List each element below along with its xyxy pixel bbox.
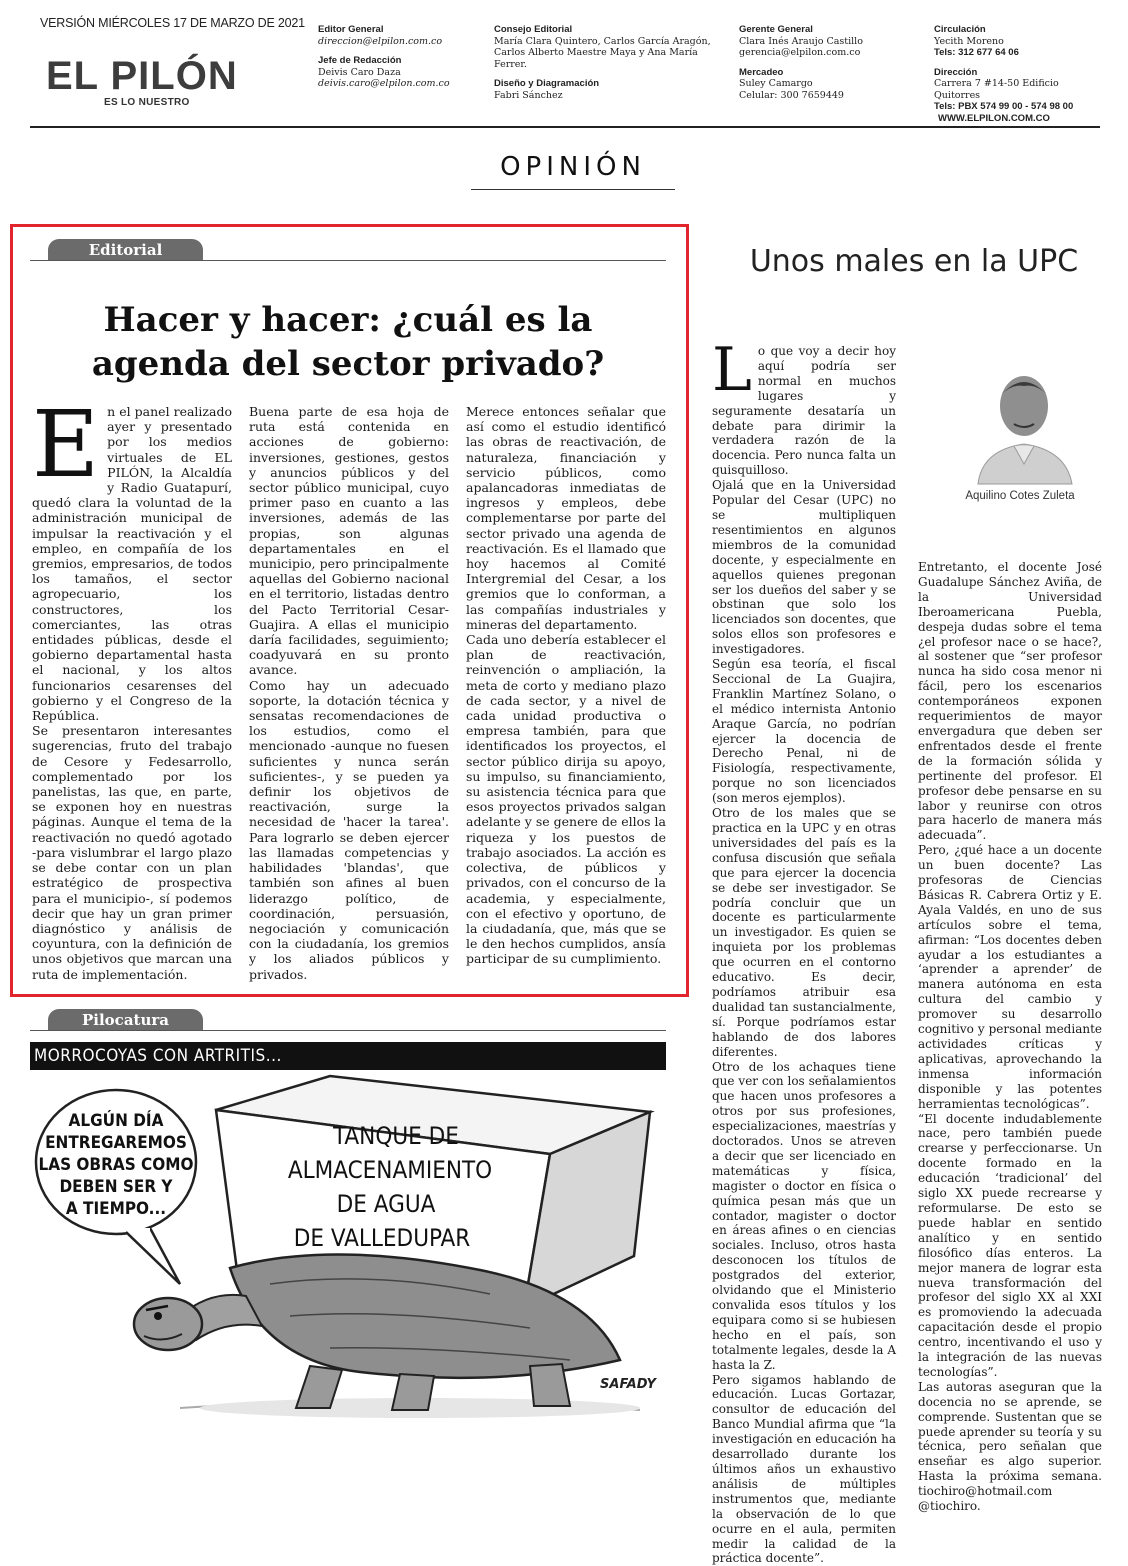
paragraph: n el panel realizado ayer y presentado por los medios virtuales de EL PILÓN, la Alcaldía y Radio Guatapurí, quedó clara la voluntad de la administración municipal de impulsar la reactivación y el empleo, en compañía de los gremios, empresarios, de todos los tamaños, el sector agropecuario, los constructores, los comerciantes, las otras entidades públicas, desde el gobierno departamental hasta el nacional, y los altos funcionarios cesarenses del gobierno y el Congreso de la República.	[32, 404, 232, 724]
staff-email[interactable]: deivis.caro@elpilon.com.co	[318, 78, 450, 89]
staff-phone: Tels: PBX 574 99 00 - 574 98 00	[934, 101, 1074, 112]
staff-role: Consejo Editorial	[494, 24, 573, 35]
staff-name: Fabri Sánchez	[494, 89, 563, 101]
paragraph: Otro de los achaques tiene que ver con los señalamientos que hacen unos profesores a otros por sus profesiones, especializaciones, maestrías y doctorados. Unos se atreven a decir que ser licenciado en matemáticas y física, magister o doctor en física o química pesan más que un contador, magister o doctor en áreas afines o en ciencias sociales. Incluso, otros hasta desconocen los títulos de postgrados del exterior, olvidando que el Ministerio convalida esos títulos y los equipara como si se hubiesen hecho en el país, son totalmente legales, desde la A hasta la Z.	[712, 1059, 896, 1372]
staff-address: Carrera 7 #14-50 Edificio Quitorres	[934, 78, 1059, 101]
pilocatura-tab: Pilocatura	[48, 1009, 203, 1031]
website-link[interactable]: WWW.ELPILON.COM.CO	[938, 112, 1050, 124]
tank-label-line: DE AGUA	[336, 1190, 436, 1218]
staff-email[interactable]: gerencia@elpilon.com.co	[739, 47, 861, 58]
bubble-line: DEBEN SER Y	[59, 1177, 173, 1197]
bubble-line: LAS OBRAS COMO	[38, 1155, 194, 1175]
staff-role: Gerente General	[739, 24, 813, 35]
column-text-col-1	[712, 335, 896, 1566]
paragraph: Cada uno debería establecer el plan de reactivación, reinvención o ampliación, la meta de corto y mediano plazo de cada sector, y a nivel de cada unidad productiva o empresa también, para que identificados los proyectos, el sector público dirija su apoyo, su impulso, su financiamiento, su asistencia técnica para que esos proyectos privados salgan adelante y se genere de ellos la riqueza y los puestos de trabajo asociados. La acción es colectiva, de públicos y privados, con el concurso de la academia, y especialmente, con el efectivo y oportuno, de la ciudadanía, que, más que se le den hechos cumplidos, ansía participar de su cumplimiento.	[466, 632, 666, 967]
editorial-column-2	[249, 404, 449, 982]
staff-column-3	[739, 24, 919, 101]
paragraph: “El docente indudablemente nace, pero también puede crearse y perfeccionarse. Un docente formado en la educación ‘tradicional’ del siglo XX puede recrearse y reformularse. De esto se puede hablar en sentido analítico y en sentido filosófico días enteros. La mejor manera de lograr esta nueva transformación del profesor del siglo XX al XXI es promoviendo la adecuada capacitación desde el propio centro, incentivando el uso y la integración de las nuevas tecnologías”.	[918, 1111, 1102, 1379]
staff-column-2	[494, 24, 724, 101]
paragraph: Buena parte de esa hoja de ruta está contenida en acciones de gobierno: inversiones, gestiones, gestos y anuncios públicos y del sector público municipal, cuyo primer paso en cuanto a las inversiones, además de las propias, son algunas departamentales en el municipio, pero principalmente aquellas del Gobierno nacional en el territorio, listadas dentro del Pacto Territorial Cesar-Guajira. A ellas el municipio daría facilidades, seguimiento; coadyuvará en su pronto avance.	[249, 404, 449, 678]
author-name: Aquilino Cotes Zuleta	[965, 490, 1075, 502]
column-dropcap: L	[712, 335, 752, 405]
staff-phone: Celular: 300 7659449	[739, 89, 844, 101]
paragraph: Se presentaron interesantes sugerencias, fruto del trabajo de Cesore y Fedesarrollo, complementado por los panelistas, las que, en parte, se exponen hoy en nuestras páginas. Aunque el tema de la reactivación no quedó agotado -para vislumbrar el largo plazo se debe contar con un plan estratégico de prospectiva para el municipio-, sí podemos decir que hay un gran primer diagnóstico y análisis de coyuntura, con la definición de unos objetivos que marcan una ruta de implementación.	[32, 723, 232, 982]
staff-email[interactable]: direccion@elpilon.com.co	[318, 35, 443, 47]
staff-name: Carlos Alberto Maestre Maya y Ana María	[494, 47, 698, 58]
editorial-column-3	[466, 404, 666, 967]
section-title: OPINIÓN	[500, 152, 646, 182]
newspaper-slogan: ES LO NUESTRO	[104, 97, 190, 108]
pilocatura-tab-rule	[30, 1030, 666, 1031]
column-title: Unos males en la UPC	[749, 244, 1079, 279]
newspaper-logo[interactable]: EL PILÓN	[46, 54, 238, 98]
paragraph: Como hay un adecuado soporte, la dotación técnica y sensatas recomendaciones de los estudios, como el mencionado -aunque no fuesen suficientes y nunca serán suficientes-, y se pueden ya definir los objetivos de reactivación, surge la necesidad de 'hacer la tarea'. Para lograrlo se deben ejercer las llamadas competencias y habilidades 'blandas', que también son afines al buen liderazgo político, de coordinación, persuasión, negociación y comunicación con la ciudadanía, los gremios y los aliados públicos y privados.	[249, 677, 449, 982]
headline-line-2: agenda del sector privado?	[91, 344, 605, 384]
staff-role: Diseño y Diagramación	[494, 78, 600, 89]
cartoon-illustration[interactable]	[30, 1070, 666, 1422]
paragraph: Otro de los males que se practica en la UPC y en otras universidades del país es la confusa discusión que señala que para ejercer la docencia se debe ser investigador. Se podría concluir que un docente es particularmente un investigador. Es quien se inquieta por los problemas que ocurren en el contorno educativo. Es decir, podríamos atribuir esa dualidad tan sustancialmente, sí. Porque podríamos estar hablando de dos labores diferentes.	[712, 806, 896, 1059]
cartoonist-signature: SAFADY	[600, 1377, 656, 1392]
paragraph: Según esa teoría, el fiscal Seccional de La Guajira, Franklin Martínez Solano, o el médico internista Antonio Araque García, no podrían ejercer la docencia de Derecho Penal, ni de Fisiología, respectivamente, porque no son licenciados (son meros ejemplos).	[712, 657, 896, 806]
tank-label-line: DE VALLEDUPAR	[293, 1224, 471, 1252]
bubble-line: A TIEMPO...	[65, 1199, 167, 1219]
editorial-column-1	[32, 391, 232, 982]
headline-line-1: Hacer y hacer: ¿cuál es la	[103, 300, 593, 340]
staff-column-4	[934, 24, 1104, 124]
paragraph: Merece entonces señalar que así como el estudio identificó las obras de reactivación, de naturaleza, financiación y servicio públicos, como apalancadoras inmediatas de ingresos y empleos, debe complementarse por parte del sector privado una agenda de reactivación. Es el llamado que hoy hacemos al Comité Intergremial del Cesar, a los gremios que lo conforman, a las compañías industriales y mineras del departamento.	[466, 404, 666, 632]
staff-name: Ferrer.	[494, 58, 527, 70]
paragraph: Entretanto, el docente José Guadalupe Sánchez Aviña, de la Universidad Iberoamericana Puebla, despeja dudas sobre el tema ¿el profesor nace o se hace?, al sostener que “ser profesor nunca ha sido cosa menor ni fácil, pero los escenarios contemporáneos exponen requerimientos de mayor envergadura que deben ser enfrentados desde el frente de la formación sólida y pertinente del profesor. El profesor debe pensarse en su labor y reunirse con otros para hacerlo de manera más adecuada”.	[918, 560, 1102, 843]
paragraph: Pero sigamos hablando de educación. Lucas Gortazar, consultor de educación del Banco Mundial afirma que “la investigación en educación ha desarrollado durante los últimos años un exhaustivo análisis de múltiples instrumentos que, mediante la observación de lo que ocurre en el aula, permiten medir la calidad de la práctica docente”.	[712, 1372, 896, 1566]
editorial-headline	[30, 298, 666, 386]
tank-label-line: ALMACENAMIENTO	[287, 1156, 493, 1184]
bubble-line: ENTREGAREMOS	[45, 1133, 187, 1153]
column-text-col-2	[918, 560, 1102, 1514]
bubble-line: ALGÚN DÍA	[68, 1111, 164, 1131]
paragraph: Pero, ¿qué hace a un docente un buen docente? Las profesoras de Ciencias Básicas R. Cabrera Ortiz y E. Ayala Valdés, en uno de sus artículos sobre el tema, afirman: “Los docentes deben ayudar a los estudiantes a ‘aprender a aprender’ de manera autónoma en esta cultura del cambio y promover su desarrollo cognitivo y personal mediante actividades críticas y aplicativas, aprovechando la inmensa información disponible y las potentes herramientas tecnológicas”.	[918, 843, 1102, 1111]
tank-label-line: TANQUE DE	[333, 1122, 459, 1150]
editorial-tab-rule	[30, 260, 666, 261]
staff-role: Dirección	[934, 66, 978, 78]
editorial-tab: Editorial	[48, 239, 203, 261]
paragraph: Las autoras aseguran que la docencia no se aprende, se comprende. Sustentan que se puede aprender su teoría y su técnica, pero señalan que enseñar es algo superior. Hasta la próxima semana. tiochiro@hotmail.com @tiochiro.	[918, 1379, 1102, 1514]
editorial-dropcap: E	[32, 391, 100, 498]
staff-role: Editor General	[318, 24, 384, 35]
staff-role: Circulación	[934, 24, 986, 35]
cartoon-caption: MORROCOYAS CON ARTRITIS...	[30, 1042, 666, 1070]
staff-role: Mercadeo	[739, 66, 784, 78]
author-photo	[964, 364, 1084, 484]
staff-name: Clara Inés Araujo Castillo	[739, 35, 863, 47]
paragraph: Ojalá que en la Universidad Popular del Cesar (UPC) no se multipliquen resentimientos en algunos miembros de la comunidad docente, y especialmente en aquellos quienes pregonan ser los dueños del saber y se obstinan que solo los licenciados son docentes, que solos ellos son profesores e investigadores.	[712, 478, 896, 657]
staff-name: Deivis Caro Daza	[318, 66, 401, 78]
staff-name: María Clara Quintero, Carlos García Aragón,	[494, 35, 711, 47]
staff-name: Yecith Moreno	[934, 35, 1004, 47]
staff-phone: Tels: 312 677 64 06	[934, 47, 1019, 58]
staff-role: Jefe de Redacción	[318, 55, 402, 66]
staff-column-1	[318, 24, 478, 90]
staff-name: Suley Camargo	[739, 78, 813, 89]
paragraph: o que voy a decir hoy aquí podría ser normal en muchos lugares y seguramente desataría un debate para dirimir la verdadera razón de la docencia. Pero nunca falta un quisquilloso.	[712, 344, 896, 478]
section-underline	[471, 189, 675, 190]
edition-date: VERSIÓN MIÉRCOLES 17 DE MARZO DE 2021	[40, 16, 305, 30]
masthead-divider	[30, 126, 1100, 128]
